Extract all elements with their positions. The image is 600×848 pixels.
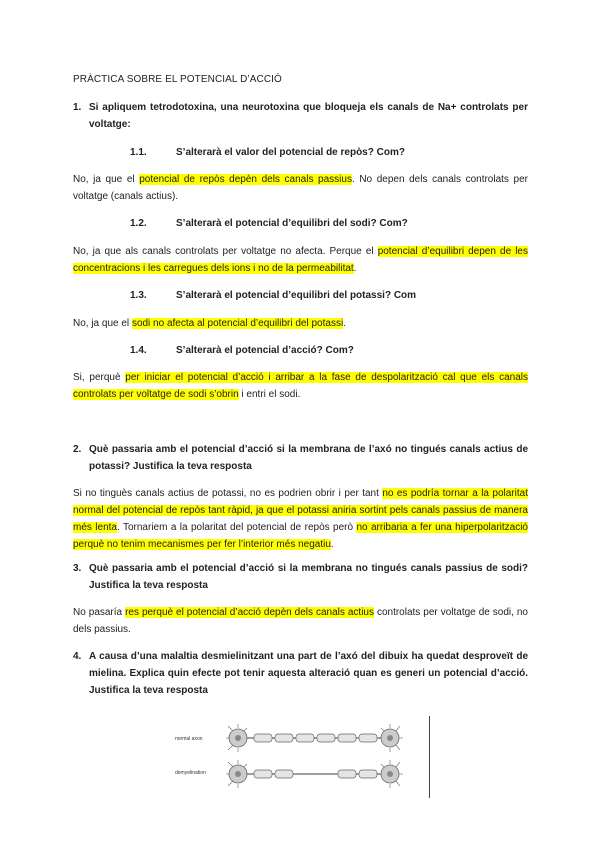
figure-label-demyelination: demyelination [175, 770, 206, 776]
answer-text: . No depen dels canals controlats per voltatge (canals actius). [73, 174, 528, 202]
answer-text: No, ja que el [73, 318, 132, 329]
highlighted-text: sodi no afecta al potencial d’equilibri del potassi [131, 318, 344, 329]
answer-1-4 [73, 369, 528, 403]
answer-text: . Tornariem a la polaritat del potencial de repòs però [116, 522, 357, 533]
question-number: 4. [73, 651, 82, 662]
question-text: Què passaria amb el potencial d’acció si la membrana de l’axó no tingués canals actius de potassi? Justifica la teva resposta [89, 444, 528, 472]
question-3 [73, 560, 528, 594]
answer-text: No, ja que el [73, 174, 140, 185]
subquestion-text: S’alterarà el potencial d’equilibri del potassi? Com [176, 290, 417, 301]
demyelinated-axon-drawing [226, 760, 403, 788]
answer-text: No, ja que als canals controlats per voltatge no afecta. Perque el [73, 246, 378, 257]
axon-illustration [220, 716, 420, 798]
answer-2 [73, 485, 528, 553]
subquestion-1-2 [130, 218, 408, 229]
question-text: A causa d’una malaltia desmielinitzant una part de l’axó del dibuix ha quedat desproveït de mielina. Explica quin efecte pot tenir aquesta alteració quan es generi un potencial d’acció. Justifica la teva resposta [89, 651, 528, 696]
highlighted-text: res perquè el potencial d’acció depèn dels canals actius [125, 607, 374, 618]
highlighted-text: potencial d’equilibri depen de les concentracions i les carregues dels ions i no de la permeabilitat [73, 246, 528, 274]
subquestion-number: 1.3. [130, 290, 147, 301]
question-2 [73, 441, 528, 475]
question-number: 1. [73, 102, 82, 113]
answer-text: . [343, 318, 346, 329]
subquestion-number: 1.4. [130, 345, 147, 356]
highlighted-text: no arribaria a fer una hiperpolarització perquè no tenim mecanismes per fer l’interior més negatiu [73, 522, 528, 550]
subquestion-1-4 [130, 345, 354, 356]
page-title: PRÀCTICA SOBRE EL POTENCIAL D’ACCIÓ [73, 74, 282, 85]
answer-1-3 [73, 315, 528, 332]
answer-text: . [353, 263, 357, 274]
normal-axon-drawing [226, 724, 403, 752]
answer-3 [73, 604, 528, 638]
question-number: 2. [73, 444, 82, 455]
subquestion-text: S’alterarà el potencial d’acció? Com? [176, 345, 354, 356]
answer-1-1 [73, 171, 528, 205]
highlighted-text: potencial de repòs depèn dels canals passius [139, 174, 352, 185]
answer-text: No pasaría [73, 607, 126, 618]
subquestion-1-1 [130, 147, 405, 158]
highlighted-text: no es podría tornar a la polaritat normal del potencial de repòs tant ràpid, ja que el potassi aniria sortint pels canals passius de manera més lenta [73, 488, 528, 533]
answer-1-2 [73, 243, 528, 277]
question-4 [73, 648, 528, 699]
highlighted-text: per iniciar el potencial d’acció i arribar a la fase de despolarització cal que els canals controlats per voltatge de sodi s’obrin [73, 372, 528, 400]
answer-text: Si no tinguès canals actius de potassi, no es podrien obrir i per tant [73, 488, 383, 499]
subquestion-1-3 [130, 290, 416, 301]
question-1 [73, 99, 528, 133]
question-text: Si apliquem tetrodotoxina, una neurotoxina que bloqueja els canals de Na+ controlats per voltatge: [89, 102, 528, 130]
figure-divider [429, 716, 430, 798]
subquestion-number: 1.2. [130, 218, 147, 229]
figure-label-normal: normal axon [175, 736, 203, 742]
answer-text: controlats per voltatge de sodi, no dels passius. [73, 607, 528, 635]
question-number: 3. [73, 563, 82, 574]
question-text: Què passaria amb el potencial d’acció si la membrana no tingués canals passius de sodi? Justifica la teva resposta [89, 563, 528, 591]
answer-text: Si, perquè [73, 372, 126, 383]
subquestion-text: S’alterarà el valor del potencial de repòs? Com? [176, 147, 405, 158]
answer-text: i entri el sodi. [238, 389, 301, 400]
answer-text: . [330, 539, 334, 550]
subquestion-number: 1.1. [130, 147, 147, 158]
subquestion-text: S’alterarà el potencial d’equilibri del sodi? Com? [176, 218, 408, 229]
